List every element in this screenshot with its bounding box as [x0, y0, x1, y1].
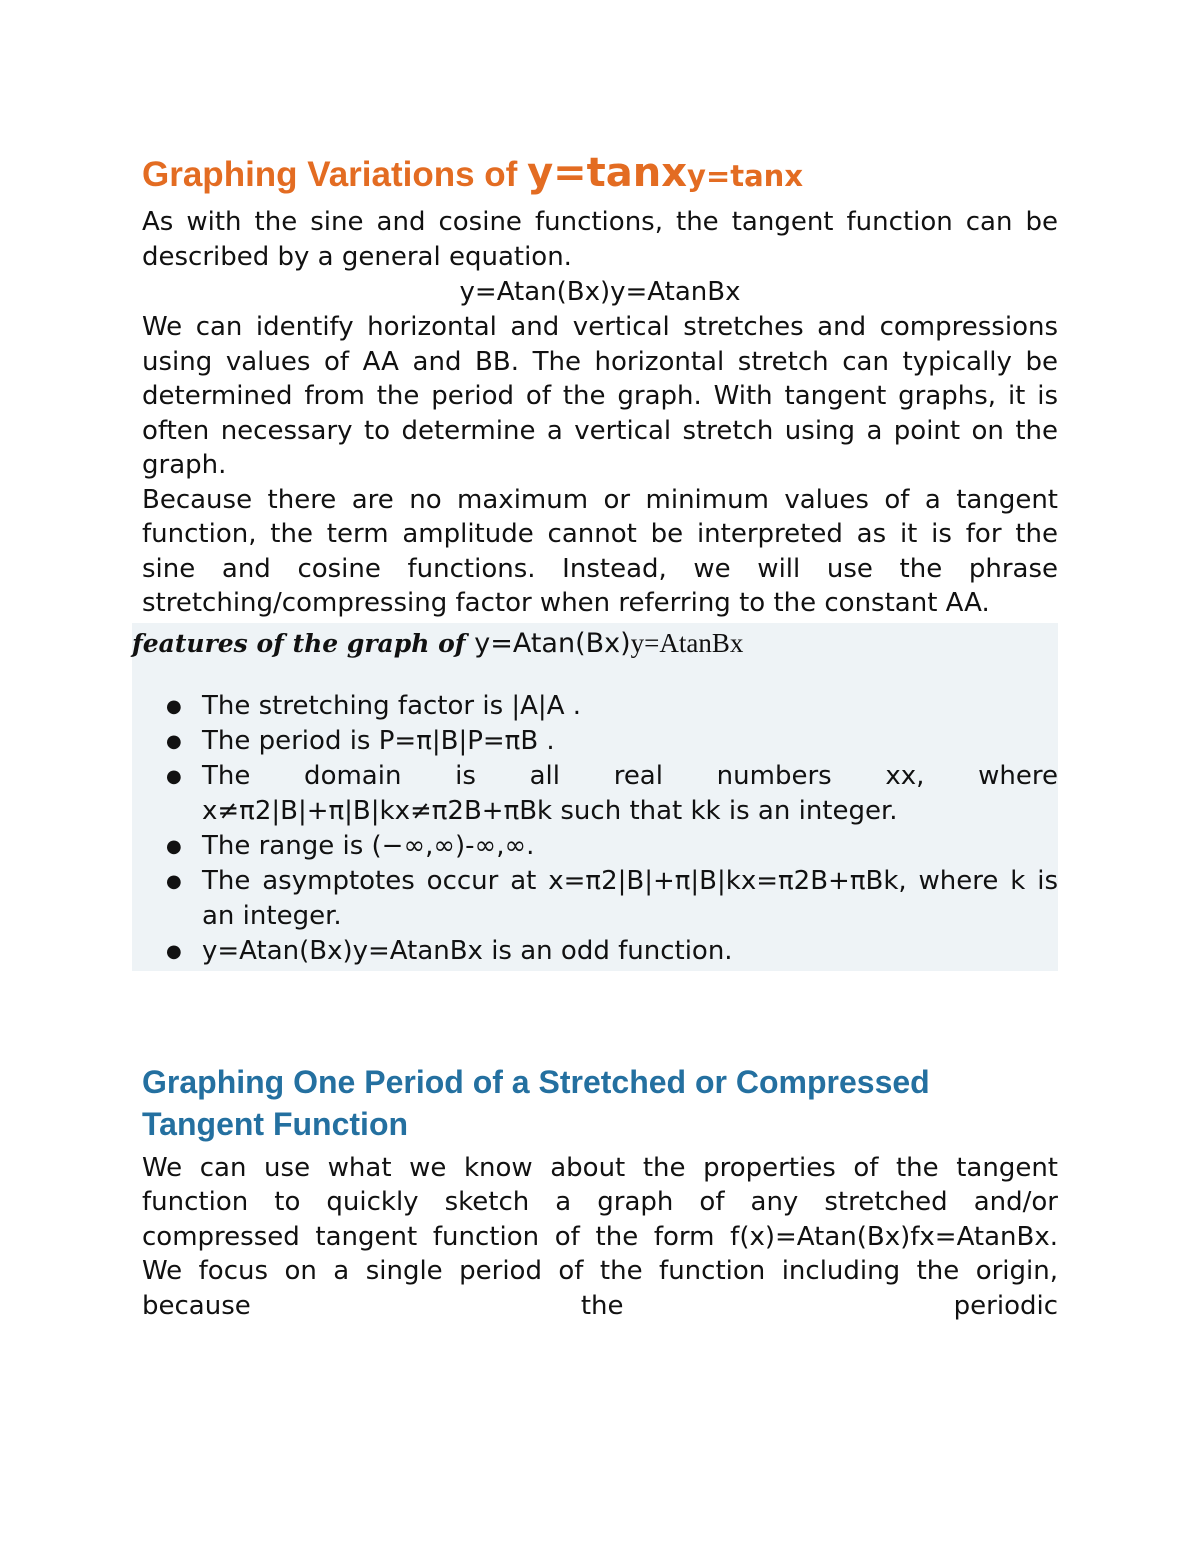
bullet-icon: ●	[166, 730, 182, 752]
list-item: ● The period is P=π|B|P=πB .	[166, 724, 1058, 759]
section-heading-variations	[142, 150, 1058, 199]
paragraph-amplitude: Because there are no maximum or minimum values of a tangent function, the term amplitude cannot be interpreted as it is for the sine and cosine functions. Instead, we will use the phrase stretching/compressing factor when referring to the constant AA.	[142, 484, 1058, 618]
general-equation: y=Atan(Bx)y=AtanBx	[459, 277, 741, 307]
features-title-equation: y=Atan(Bx)	[474, 627, 631, 659]
paragraph-general-equation: As with the sine and cosine functions, the tangent function can be described by a general equation.	[142, 207, 1058, 272]
heading-equation-small: y=tanx	[687, 159, 804, 193]
list-item: ● y=Atan(Bx)y=AtanBx is an odd function.	[166, 934, 1058, 969]
list-item: ● The stretching factor is |A|A .	[166, 689, 1058, 724]
bullet-icon: ●	[166, 940, 182, 962]
features-title	[132, 623, 1058, 663]
heading-prefix: Graphing Variations of	[142, 155, 528, 194]
bullet-icon: ●	[166, 765, 182, 787]
features-box	[132, 623, 1058, 971]
heading-equation-large: y=tanx	[527, 150, 688, 196]
list-item: ● The domain is all real numbers xx, where x≠π2|B|+π|B|kx≠π2B+πBk such that kk is an integer.	[166, 760, 1058, 826]
section-heading-one-period: Graphing One Period of a Stretched or Compressed Tangent Function	[142, 1063, 930, 1142]
features-list	[166, 663, 1058, 969]
document-page	[132, 150, 1058, 1323]
features-title-equation-serif: y=AtanBx	[630, 627, 744, 658]
features-title-text: features of the graph of	[132, 628, 475, 658]
bullet-icon: ●	[166, 695, 182, 717]
bullet-icon: ●	[166, 835, 182, 857]
list-item: ● The asymptotes occur at x=π2|B|+π|B|kx=π2B+πBk, where k is an integer.	[166, 865, 1058, 931]
paragraph-stretches: We can identify horizontal and vertical stretches and compressions using values of AA and BB. The horizontal stretch can typically be determined from the period of the graph. With tangent graphs, it is often necessary to determine a vertical stretch using a point on the graph.	[142, 312, 1058, 480]
bullet-icon: ●	[166, 870, 182, 892]
paragraph-sketch: We can use what we know about the properties of the tangent function to quickly sketch a graph of any stretched and/or compressed tangent function of the form f(x)=Atan(Bx)fx=AtanBx. We focus on a single period of the function including the origin, because the periodic	[142, 1152, 1058, 1321]
list-item: ● The range is (−∞,∞)-∞,∞.	[166, 829, 1058, 864]
